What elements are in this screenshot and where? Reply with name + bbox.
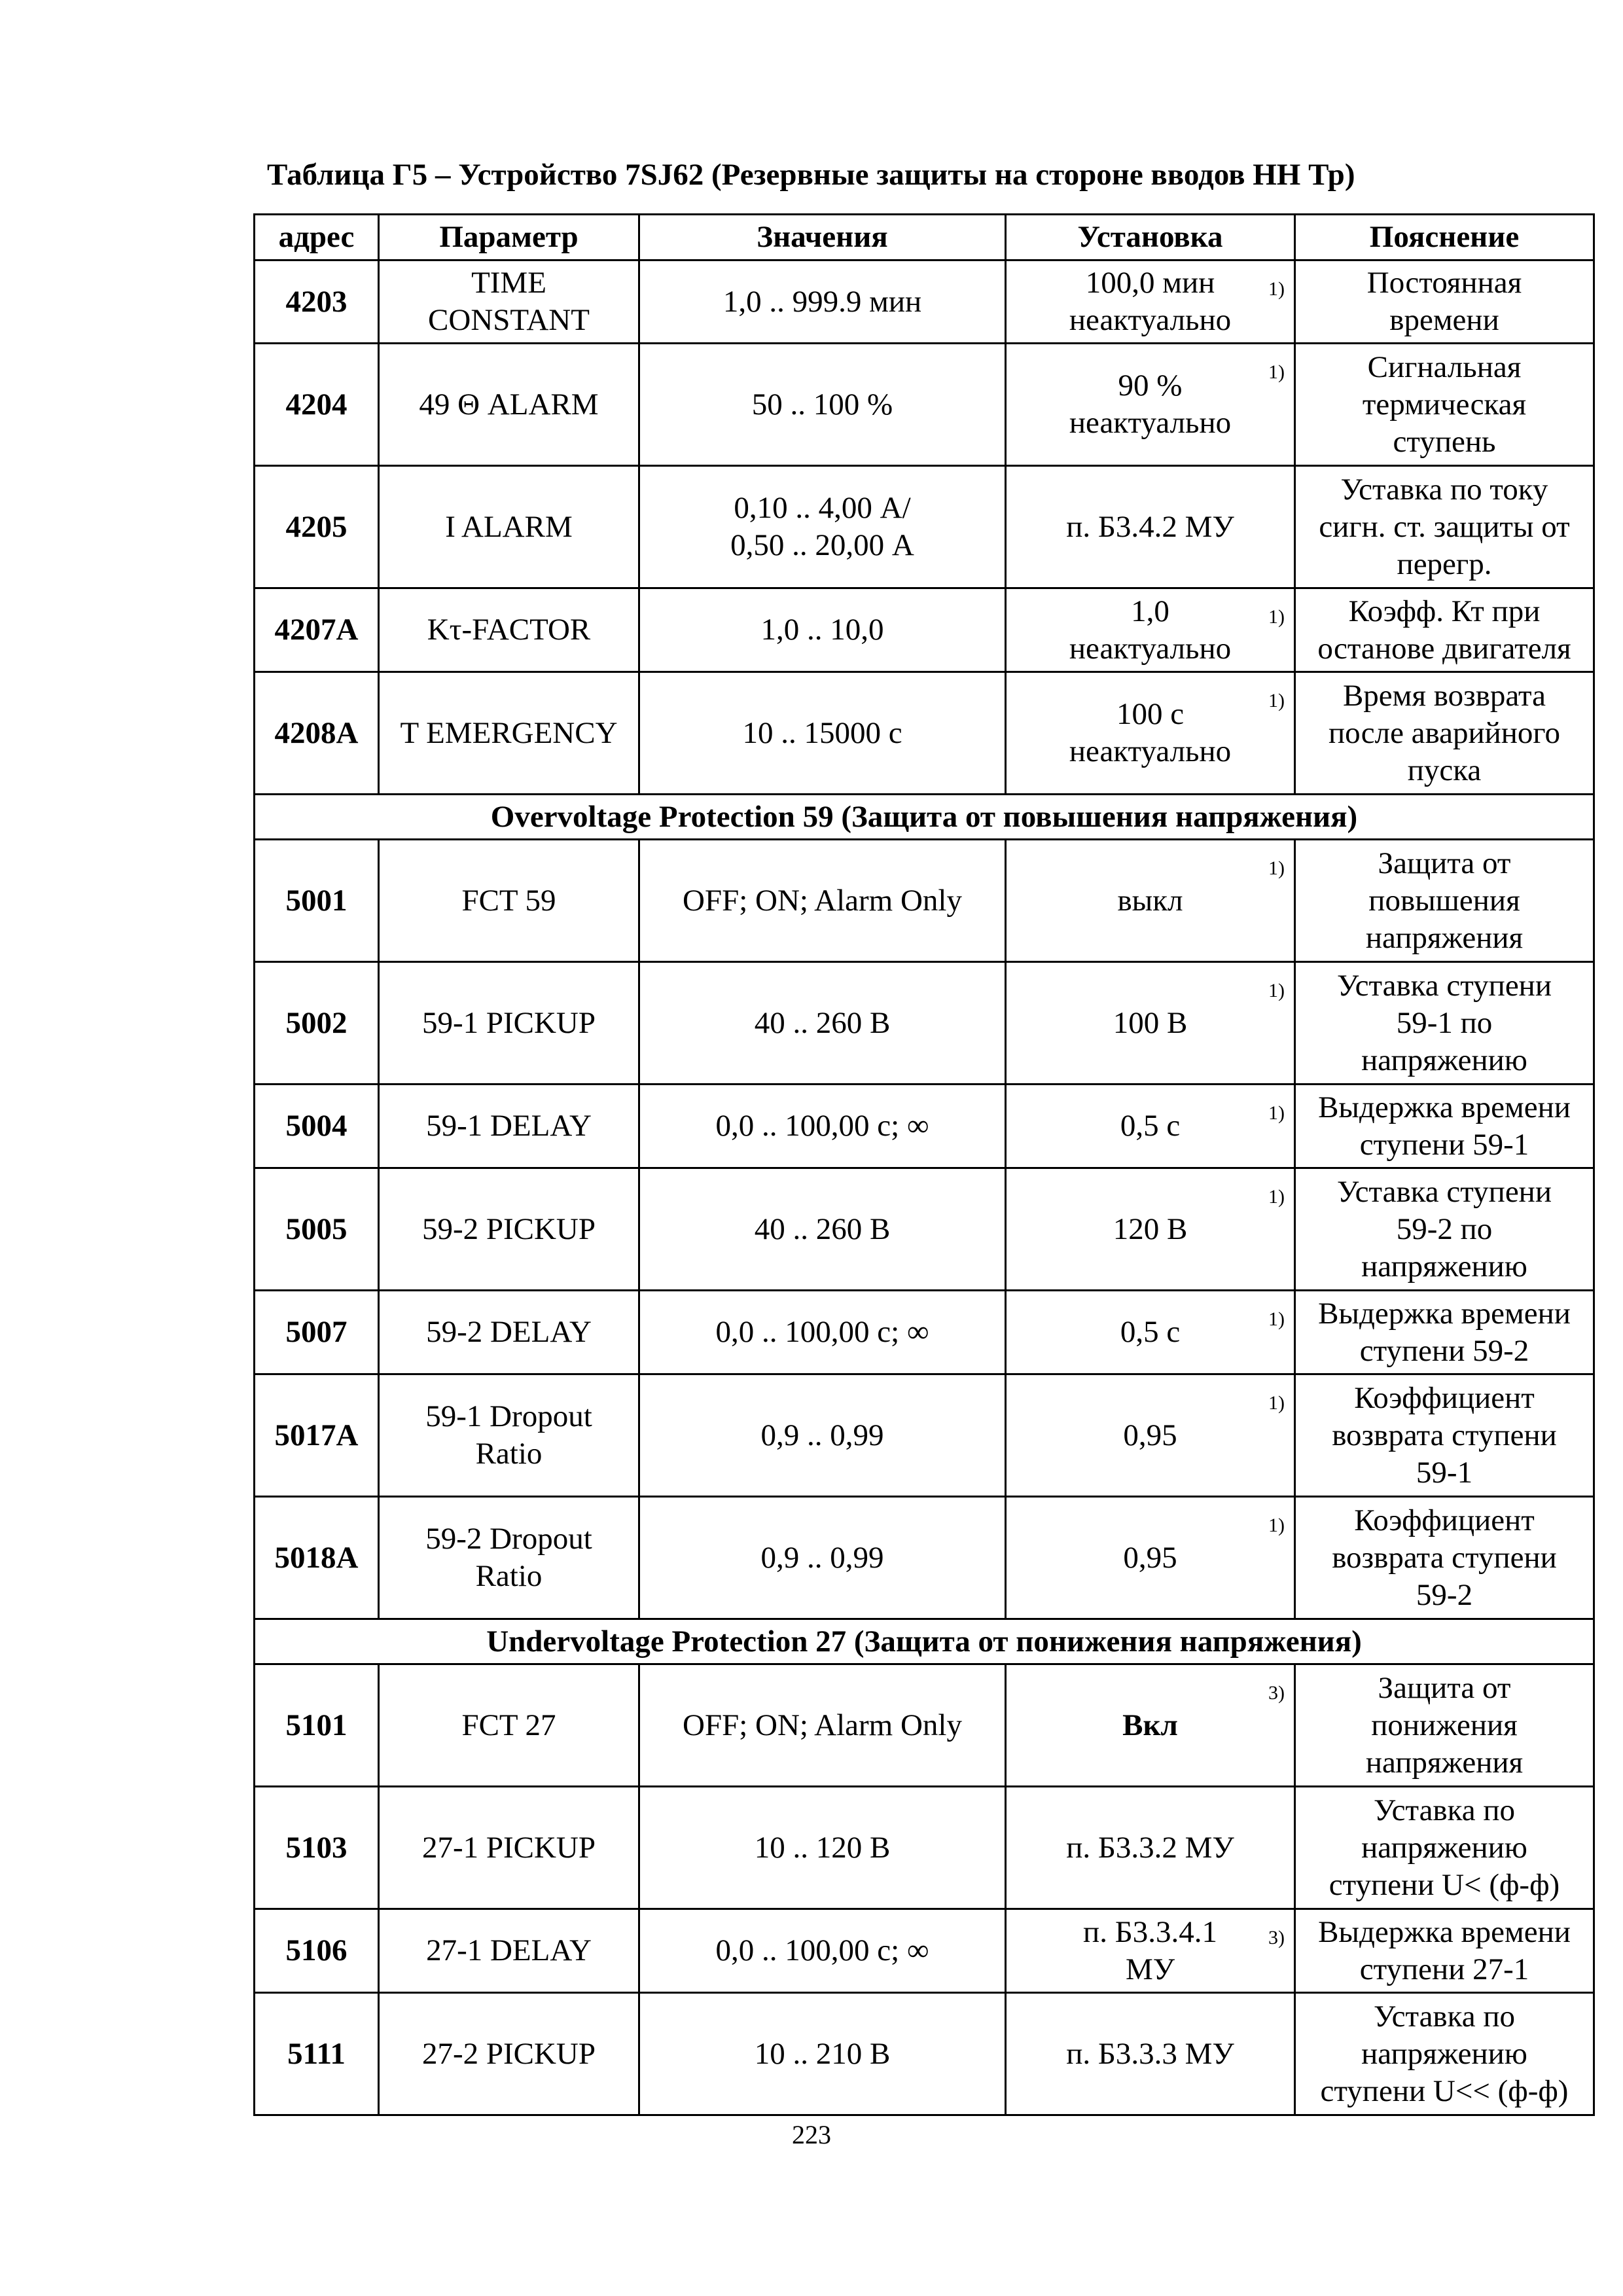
footnote-mark: 1) xyxy=(1268,857,1285,879)
explanation-cell xyxy=(1295,466,1594,588)
setting-cell xyxy=(1006,1085,1295,1168)
setting-cell xyxy=(1006,1374,1295,1497)
explanation-line: ступени 27-1 xyxy=(1359,1952,1529,1986)
table-row xyxy=(255,260,1594,344)
header-setting: Установка xyxy=(1006,215,1295,260)
parameter-cell xyxy=(379,840,639,962)
header-parameter: Параметр xyxy=(379,215,639,260)
values-cell xyxy=(639,1909,1006,1993)
table-row xyxy=(255,1787,1594,1909)
parameter-line: 59-1 DELAY xyxy=(426,1109,592,1143)
setting-cell xyxy=(1006,672,1295,795)
values-cell xyxy=(639,1085,1006,1168)
setting-line: 1,0 xyxy=(1131,594,1169,628)
setting-line: 0,5 с xyxy=(1120,1315,1181,1349)
table-body xyxy=(255,260,1594,2115)
explanation-line: Коэффициент xyxy=(1354,1503,1535,1537)
parameter-cell xyxy=(379,1374,639,1497)
table-title: Таблица Г5 – Устройство 7SJ62 (Резервные защиты на стороне вводов НН Тр) xyxy=(267,158,1355,192)
address-cell: 5002 xyxy=(255,962,379,1085)
table-row xyxy=(255,1374,1594,1497)
parameter-line: 59-1 Dropout xyxy=(425,1399,592,1433)
parameter-line: Ratio xyxy=(475,1437,543,1471)
parameter-cell xyxy=(379,1168,639,1291)
address-cell: 5018A xyxy=(255,1497,379,1619)
explanation-line: времени xyxy=(1389,303,1499,337)
values-cell xyxy=(639,260,1006,344)
table-row xyxy=(255,1168,1594,1291)
explanation-line: Уставка по току xyxy=(1340,472,1548,507)
setting-line: п. Б3.3.3 МУ xyxy=(1066,2036,1234,2071)
values-cell xyxy=(639,588,1006,672)
parameter-line: 27-2 PICKUP xyxy=(421,2036,596,2071)
address-cell: 4204 xyxy=(255,344,379,466)
parameter-cell xyxy=(379,466,639,588)
explanation-line: ступени U<< (ф-ф) xyxy=(1320,2073,1569,2108)
setting-line: 0,95 xyxy=(1123,1418,1177,1452)
parameter-cell xyxy=(379,1291,639,1374)
parameter-line: T EMERGENCY xyxy=(400,715,618,750)
values-line: 0,9 .. 0,99 xyxy=(760,1418,884,1452)
table-row xyxy=(255,840,1594,962)
values-line: OFF; ON; Alarm Only xyxy=(683,883,962,918)
setting-cell xyxy=(1006,1909,1295,1993)
explanation-cell xyxy=(1295,260,1594,344)
address-cell: 5007 xyxy=(255,1291,379,1374)
explanation-line: Время возврата xyxy=(1342,678,1546,713)
explanation-line: повышения xyxy=(1368,883,1520,918)
values-cell xyxy=(639,1291,1006,1374)
parameter-line: 27-1 DELAY xyxy=(426,1933,592,1967)
explanation-line: ступени U< (ф-ф) xyxy=(1329,1867,1560,1902)
setting-line: 120 В xyxy=(1113,1211,1188,1246)
setting-line: 0,95 xyxy=(1123,1540,1177,1575)
footnote-mark: 1) xyxy=(1268,1515,1285,1536)
values-line: OFF; ON; Alarm Only xyxy=(683,1708,962,1742)
table-row xyxy=(255,466,1594,588)
values-line: 0,50 .. 20,00 А xyxy=(730,528,914,562)
setting-cell xyxy=(1006,1664,1295,1787)
values-line: 0,0 .. 100,00 с; ∞ xyxy=(715,1109,929,1143)
explanation-line: напряжению xyxy=(1361,1249,1527,1283)
values-line: 50 .. 100 % xyxy=(751,387,893,422)
table-row xyxy=(255,962,1594,1085)
parameter-line: FCT 27 xyxy=(461,1708,556,1742)
parameter-line: 49 Θ ALARM xyxy=(419,387,599,422)
explanation-line: ступени 59-2 xyxy=(1359,1333,1529,1368)
explanation-cell xyxy=(1295,588,1594,672)
setting-line: МУ xyxy=(1125,1952,1175,1986)
setting-line: 100 с xyxy=(1116,697,1185,731)
explanation-line: после аварийного xyxy=(1328,715,1561,750)
table-row xyxy=(255,672,1594,795)
setting-line: п. Б3.4.2 МУ xyxy=(1066,509,1234,544)
values-cell xyxy=(639,962,1006,1085)
explanation-cell xyxy=(1295,1664,1594,1787)
address-cell: 5103 xyxy=(255,1787,379,1909)
setting-cell xyxy=(1006,1787,1295,1909)
values-line: 10 .. 15000 с xyxy=(742,715,902,750)
parameter-cell xyxy=(379,260,639,344)
explanation-line: возврата ступени xyxy=(1332,1418,1557,1452)
explanation-line: напряжению xyxy=(1361,1043,1527,1077)
table-row xyxy=(255,344,1594,466)
parameters-table xyxy=(253,213,1595,2116)
footnote-mark: 1) xyxy=(1268,278,1285,300)
setting-line: 100,0 мин xyxy=(1085,266,1215,300)
explanation-line: напряжения xyxy=(1365,1745,1524,1780)
setting-line: неактуально xyxy=(1069,406,1232,440)
section-row xyxy=(255,795,1594,840)
table-row xyxy=(255,1993,1594,2115)
table-row xyxy=(255,1497,1594,1619)
parameter-cell xyxy=(379,1497,639,1619)
explanation-line: Уставка по xyxy=(1373,1793,1516,1827)
parameter-line: CONSTANT xyxy=(428,303,590,337)
setting-cell xyxy=(1006,344,1295,466)
setting-cell xyxy=(1006,1993,1295,2115)
explanation-line: 59-1 xyxy=(1416,1455,1473,1490)
setting-line: 100 В xyxy=(1113,1005,1188,1040)
explanation-line: напряжению xyxy=(1361,1830,1527,1865)
setting-cell xyxy=(1006,1497,1295,1619)
setting-line: п. Б3.3.4.1 xyxy=(1083,1914,1217,1949)
header-explanation: Пояснение xyxy=(1295,215,1594,260)
section-title: Undervoltage Protection 27 (Защита от понижения напряжения) xyxy=(255,1619,1594,1664)
footnote-mark: 1) xyxy=(1268,1308,1285,1330)
setting-line: выкл xyxy=(1117,883,1183,918)
explanation-line: Коэффициент xyxy=(1354,1380,1535,1415)
values-cell xyxy=(639,1993,1006,2115)
setting-line: п. Б3.3.2 МУ xyxy=(1066,1830,1234,1865)
address-cell: 5101 xyxy=(255,1664,379,1787)
values-line: 0,0 .. 100,00 с; ∞ xyxy=(715,1315,929,1349)
section-row xyxy=(255,1619,1594,1664)
setting-line: неактуально xyxy=(1069,303,1232,337)
values-cell xyxy=(639,1374,1006,1497)
table-row xyxy=(255,1909,1594,1993)
setting-line: неактуально xyxy=(1069,734,1232,768)
setting-cell xyxy=(1006,260,1295,344)
parameter-cell xyxy=(379,344,639,466)
parameter-cell xyxy=(379,1664,639,1787)
explanation-line: 59-2 xyxy=(1416,1577,1473,1612)
values-line: 0,0 .. 100,00 с; ∞ xyxy=(715,1933,929,1967)
explanation-line: перегр. xyxy=(1397,547,1492,581)
parameter-line: 59-2 PICKUP xyxy=(421,1211,596,1246)
setting-cell xyxy=(1006,466,1295,588)
values-line: 1,0 .. 999.9 мин xyxy=(722,284,922,319)
values-cell xyxy=(639,840,1006,962)
parameter-cell xyxy=(379,1787,639,1909)
table-header-row xyxy=(255,215,1594,260)
values-cell xyxy=(639,1664,1006,1787)
explanation-line: Выдержка времени xyxy=(1318,1296,1571,1331)
parameter-line: TIME xyxy=(471,266,546,300)
address-cell: 4203 xyxy=(255,260,379,344)
explanation-line: 59-2 по xyxy=(1396,1211,1493,1246)
parameter-line: 59-1 PICKUP xyxy=(421,1005,596,1040)
address-cell: 5017A xyxy=(255,1374,379,1497)
setting-cell xyxy=(1006,588,1295,672)
parameter-cell xyxy=(379,962,639,1085)
explanation-line: Выдержка времени xyxy=(1318,1914,1571,1949)
setting-line: 0,5 с xyxy=(1120,1109,1181,1143)
parameter-line: Ratio xyxy=(475,1559,543,1593)
page-number: 223 xyxy=(792,2120,831,2149)
explanation-line: Постоянная xyxy=(1366,266,1522,300)
parameter-cell xyxy=(379,1909,639,1993)
explanation-line: Уставка по xyxy=(1373,1999,1516,2034)
footnote-mark: 1) xyxy=(1268,361,1285,383)
footnote-mark: 1) xyxy=(1268,1392,1285,1414)
setting-cell xyxy=(1006,1291,1295,1374)
table-row xyxy=(255,588,1594,672)
explanation-line: ступень xyxy=(1393,424,1496,459)
setting-line: Вкл xyxy=(1122,1708,1178,1742)
address-cell: 5106 xyxy=(255,1909,379,1993)
footnote-mark: 1) xyxy=(1268,1102,1285,1124)
explanation-cell xyxy=(1295,672,1594,795)
parameter-line: I ALARM xyxy=(445,509,573,544)
explanation-line: понижения xyxy=(1371,1708,1518,1742)
explanation-line: Уставка ступени xyxy=(1337,1174,1552,1209)
explanation-line: Уставка ступени xyxy=(1337,968,1552,1003)
values-line: 1,0 .. 10,0 xyxy=(760,613,884,647)
explanation-line: Выдержка времени xyxy=(1318,1090,1571,1124)
table-row xyxy=(255,1664,1594,1787)
setting-line: 90 % xyxy=(1118,368,1183,403)
explanation-cell xyxy=(1295,962,1594,1085)
parameter-line: 59-2 DELAY xyxy=(426,1315,592,1349)
setting-cell xyxy=(1006,1168,1295,1291)
explanation-cell xyxy=(1295,1085,1594,1168)
values-cell xyxy=(639,672,1006,795)
explanation-line: возврата ступени xyxy=(1332,1540,1557,1575)
explanation-line: напряжения xyxy=(1365,920,1524,955)
parameter-cell xyxy=(379,1085,639,1168)
parameter-line: FCT 59 xyxy=(461,883,556,918)
header-values: Значения xyxy=(639,215,1006,260)
values-line: 40 .. 260 В xyxy=(754,1005,891,1040)
parameter-cell xyxy=(379,1993,639,2115)
values-line: 10 .. 210 В xyxy=(754,2036,891,2071)
address-cell: 4205 xyxy=(255,466,379,588)
explanation-cell xyxy=(1295,344,1594,466)
explanation-line: термическая xyxy=(1362,387,1527,422)
values-line: 0,9 .. 0,99 xyxy=(760,1540,884,1575)
explanation-line: Коэфф. Кт при xyxy=(1348,594,1541,628)
explanation-line: сигн. ст. защиты от xyxy=(1319,509,1570,544)
values-cell xyxy=(639,466,1006,588)
explanation-cell xyxy=(1295,1374,1594,1497)
address-cell: 4208A xyxy=(255,672,379,795)
explanation-cell xyxy=(1295,1787,1594,1909)
parameter-line: Kτ-FACTOR xyxy=(427,613,591,647)
header-address: адрес xyxy=(255,215,379,260)
explanation-line: 59-1 по xyxy=(1396,1005,1493,1040)
values-cell xyxy=(639,1787,1006,1909)
values-line: 0,10 .. 4,00 А/ xyxy=(734,491,911,525)
values-cell xyxy=(639,1497,1006,1619)
footnote-mark: 1) xyxy=(1268,1186,1285,1208)
footnote-mark: 1) xyxy=(1268,980,1285,1001)
footnote-mark: 3) xyxy=(1268,1927,1285,1948)
explanation-cell xyxy=(1295,1168,1594,1291)
footnote-mark: 3) xyxy=(1268,1682,1285,1704)
values-cell xyxy=(639,1168,1006,1291)
parameter-line: 27-1 PICKUP xyxy=(421,1830,596,1865)
footnote-mark: 1) xyxy=(1268,690,1285,711)
parameter-cell xyxy=(379,588,639,672)
explanation-line: напряжению xyxy=(1361,2036,1527,2071)
explanation-cell xyxy=(1295,840,1594,962)
table-row xyxy=(255,1291,1594,1374)
explanation-line: Сигнальная xyxy=(1367,350,1522,384)
parameter-line: 59-2 Dropout xyxy=(425,1522,592,1556)
explanation-line: Защита от xyxy=(1378,846,1511,880)
address-cell: 5111 xyxy=(255,1993,379,2115)
explanation-cell xyxy=(1295,1993,1594,2115)
values-line: 40 .. 260 В xyxy=(754,1211,891,1246)
explanation-line: останове двигателя xyxy=(1317,631,1571,666)
explanation-cell xyxy=(1295,1909,1594,1993)
table-row xyxy=(255,1085,1594,1168)
values-cell xyxy=(639,344,1006,466)
address-cell: 5004 xyxy=(255,1085,379,1168)
address-cell: 5001 xyxy=(255,840,379,962)
explanation-cell xyxy=(1295,1497,1594,1619)
values-line: 10 .. 120 В xyxy=(754,1830,891,1865)
explanation-line: Защита от xyxy=(1378,1670,1511,1705)
address-cell: 5005 xyxy=(255,1168,379,1291)
explanation-line: пуска xyxy=(1407,753,1482,787)
footnote-mark: 1) xyxy=(1268,606,1285,628)
explanation-line: ступени 59-1 xyxy=(1359,1127,1529,1162)
address-cell: 4207A xyxy=(255,588,379,672)
setting-cell xyxy=(1006,840,1295,962)
section-title: Overvoltage Protection 59 (Защита от повышения напряжения) xyxy=(255,795,1594,840)
setting-line: неактуально xyxy=(1069,631,1232,666)
setting-cell xyxy=(1006,962,1295,1085)
explanation-cell xyxy=(1295,1291,1594,1374)
parameter-cell xyxy=(379,672,639,795)
